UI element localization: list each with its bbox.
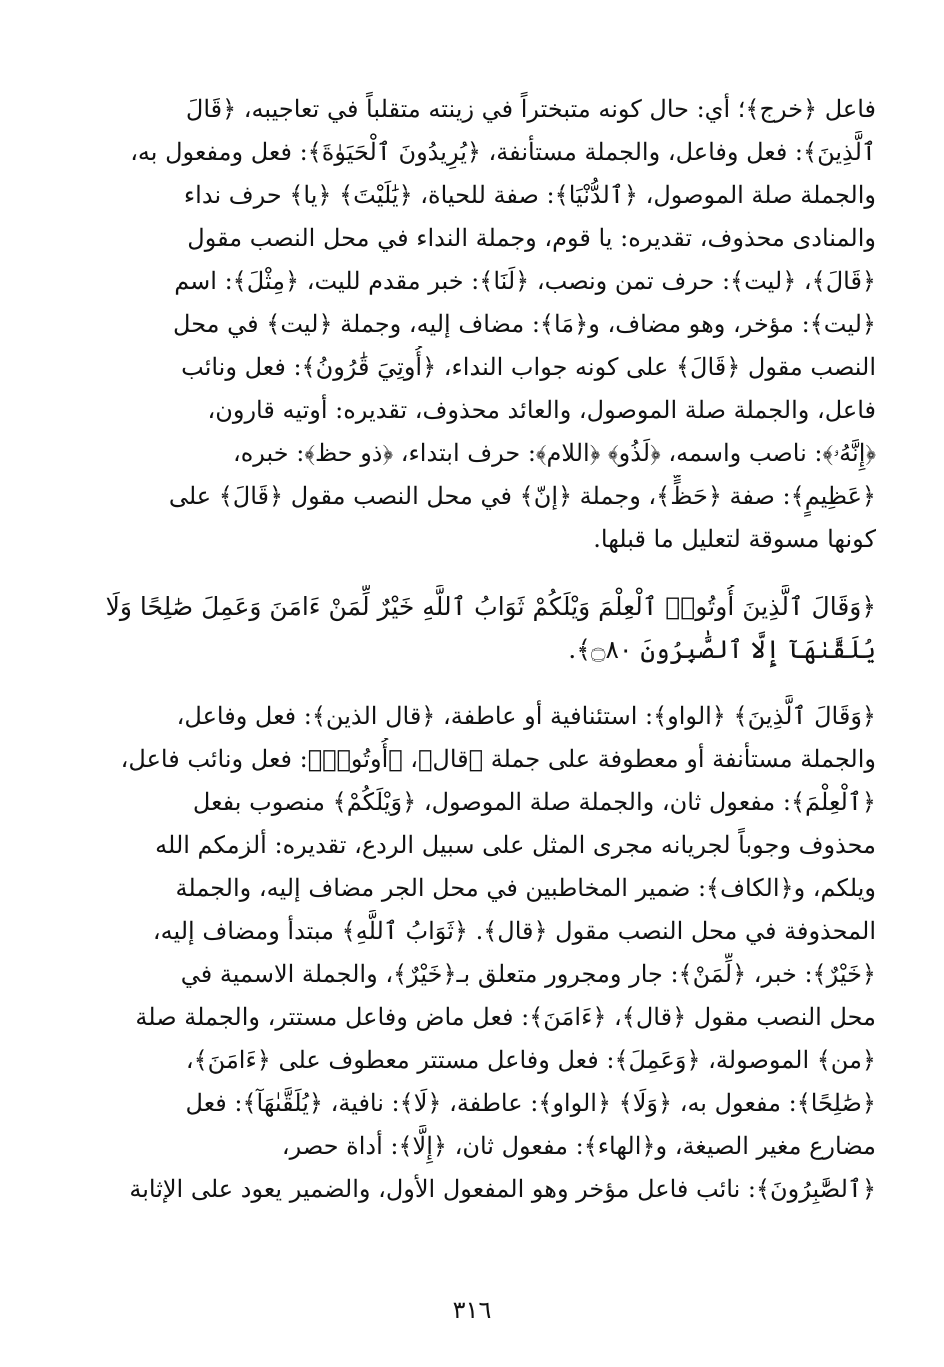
text-line: ويلكم، و﴿الكاف﴾: ضمير المخاطبين في محل الجر مضاف إليه، والجملة <box>175 874 876 902</box>
text-line: ﴿ٱلصَّٰبِرُونَ﴾: نائب فاعل مؤخر وهو المفعول الأول، والضمير يعود على الإثابة <box>129 1175 876 1203</box>
text-line: ﴿عَظِيمٍ﴾: صفة ﴿حَظٍّ﴾، وجملة ﴿إنّ﴾ في محل النصب مقول ﴿قَالَ﴾ على <box>168 482 876 510</box>
text-line: والمنادى محذوف، تقديره: يا قوم، وجملة النداء في محل النصب مقول <box>187 224 876 252</box>
text-line: ﴿صَٰلِحًا﴾: مفعول به، ﴿وَلَا﴾ ﴿الواو﴾: عاطفة، ﴿لَا﴾: نافية، ﴿يُلَقَّىٰهَآ﴾: فعل <box>185 1089 876 1117</box>
text-line: ﴿خَيْرٌ﴾: خبر، ﴿لِّمَنْ﴾: جار ومجرور متعلق بـ﴿خَيْرٌ﴾، والجملة الاسمية في <box>180 960 876 988</box>
text-line: فاعل ﴿خرج﴾؛ أي: حال كونه متبختراً في زينته متقلباً في تعاجيبه، ﴿قَالَ <box>185 95 876 123</box>
text-line: فاعل، والجملة صلة الموصول، والعائد محذوف، تقديره: أوتيه قارون، <box>207 396 876 424</box>
text-line: المحذوفة في محل النصب مقول ﴿قال﴾. ﴿ثَوَابُ ٱللَّهِ﴾ مبتدأ ومضاف إليه، <box>152 917 876 945</box>
verse-line: ﴿وَقَالَ ٱلَّذِينَ أُوتُوا۟ ٱلْعِلْمَ وَيْلَكُمْ ثَوَابُ ٱللَّهِ خَيْرٌ لِّمَنْ ءَامَنَ وَعَمِلَ صَٰلِحًا وَلَا <box>105 592 876 621</box>
commentary-paragraph-2 <box>68 695 876 1211</box>
text-line: والجملة صلة الموصول، ﴿ٱلدُّنْيَا﴾: صفة للحياة، ﴿يَٰلَيْتَ﴾ ﴿يا﴾ حرف نداء <box>183 181 876 209</box>
text-line: ﴿ليت﴾: مؤخر، وهو مضاف، و﴿مَا﴾: مضاف إليه، وجملة ﴿ليت﴾ في محل <box>173 310 876 338</box>
page-body <box>68 88 876 1211</box>
text-line: والجملة مستأنفة أو معطوفة على جملة ﴿قال﴾، ﴿أُوتُوا۟﴾: فعل ونائب فاعل، <box>120 745 876 773</box>
text-line: ﴿من﴾ الموصولة، ﴿وَعَمِلَ﴾: فعل وفاعل مستتر معطوف على ﴿ءَامَنَ﴾، <box>185 1046 876 1074</box>
quran-verse <box>68 585 876 671</box>
text-line: ﴿إِنَّهُۥ﴾: ناصب واسمه، ﴿لَذُو﴾ ﴿اللام﴾: حرف ابتداء، ﴿ذو حظ﴾: خبره، <box>232 439 876 467</box>
page-number: ٣١٦ <box>452 1296 492 1324</box>
text-line: ﴿ٱلْعِلْمَ﴾: مفعول ثان، والجملة صلة الموصول، ﴿وَيْلَكُمْ﴾ منصوب بفعل <box>192 788 876 816</box>
commentary-paragraph-1 <box>68 88 876 561</box>
text-line: محذوف وجوباً لجريانه مجرى المثل على سبيل الردع، تقديره: ألزمكم الله <box>155 831 876 859</box>
text-line: ﴿قَالَ﴾، ﴿ليت﴾: حرف تمن ونصب، ﴿لَنَا﴾: خبر مقدم لليت، ﴿مِثْلَ﴾: اسم <box>174 267 876 295</box>
text-line: كونها مسوقة لتعليل ما قبلها. <box>593 525 876 553</box>
verse-line: يُلَقَّىٰهَآ إِلَّا ٱلصَّٰبِرُونَ ۝٨٠﴾. <box>568 635 876 664</box>
text-line: النصب مقول ﴿قَالَ﴾ على كونه جواب النداء، ﴿أُوتِيَ قَٰرُونُ﴾: فعل ونائب <box>181 353 876 381</box>
text-line: مضارع مغير الصيغة، و﴿الهاء﴾: مفعول ثان، ﴿إِلَّا﴾: أداة حصر، <box>281 1132 876 1160</box>
text-line: ﴿وَقَالَ ٱلَّذِينَ﴾ ﴿الواو﴾: استئنافية أو عاطفة، ﴿قال الذين﴾: فعل وفاعل، <box>176 702 876 730</box>
text-line: ٱلَّذِينَ﴾: فعل وفاعل، والجملة مستأنفة، ﴿يُرِيدُونَ ٱلْحَيَوٰةَ﴾: فعل ومفعول به، <box>130 138 876 166</box>
text-line: محل النصب مقول ﴿قال﴾، ﴿ءَامَنَ﴾: فعل ماض وفاعل مستتر، والجملة صلة <box>135 1003 876 1031</box>
